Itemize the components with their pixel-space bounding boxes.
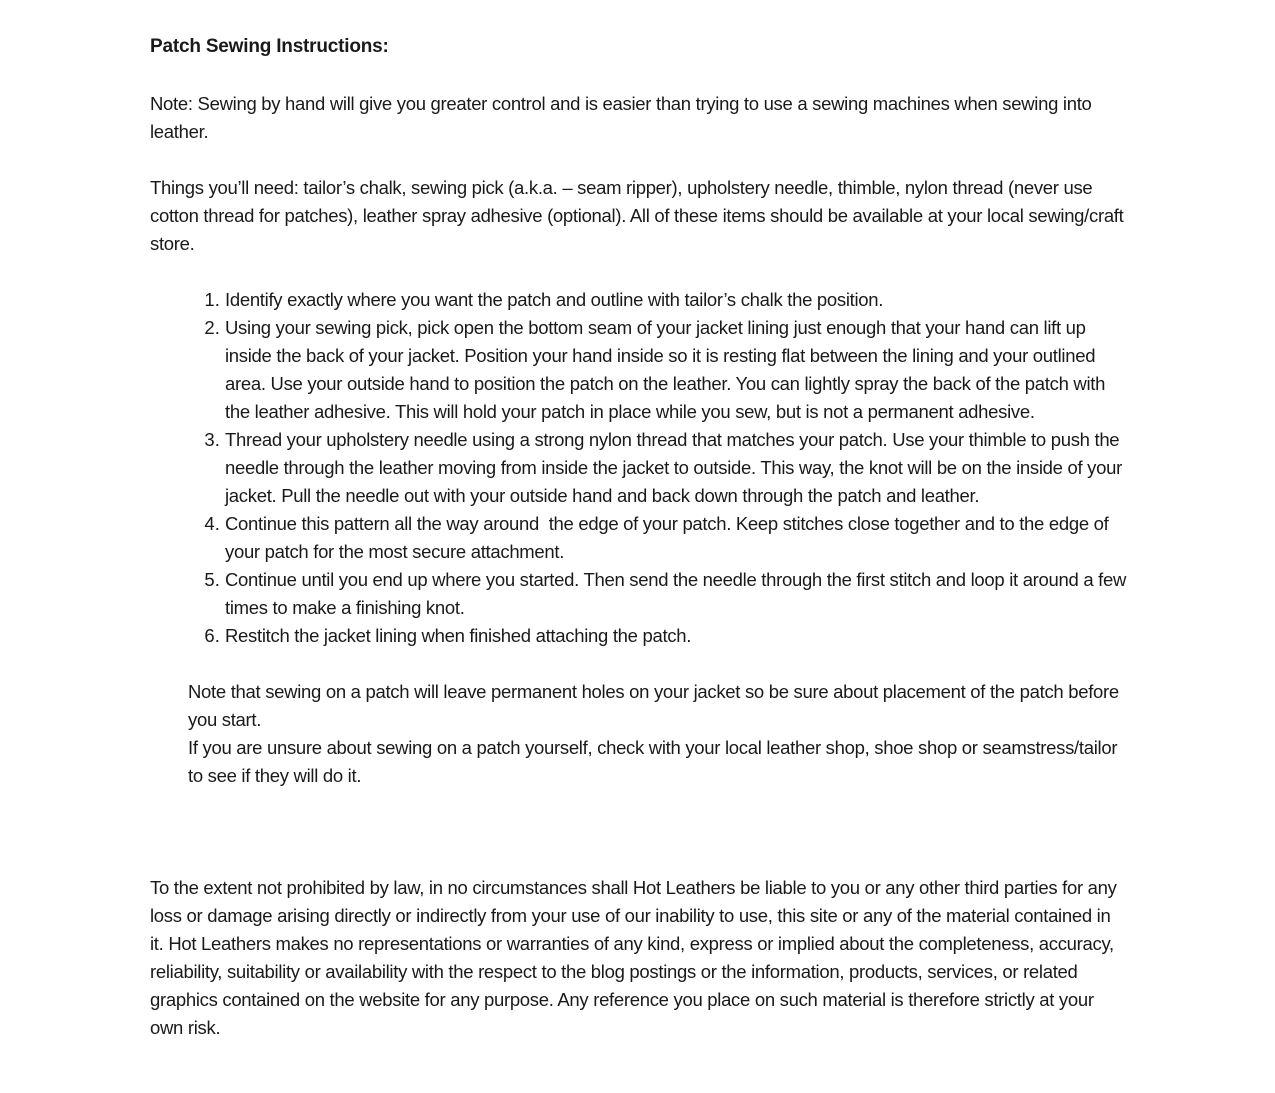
things-needed-paragraph: Things you’ll need: tailor’s chalk, sewing pick (a.k.a. – seam ripper), upholstery needle, thimble, nylon thread (never use cotton thread for patches), leather spray adhesive (optional). All of these items should be available at your local sewing/craft store. (150, 177, 1129, 254)
placement-note-paragraph: Note that sewing on a patch will leave permanent holes on your jacket so be sure about placement of the patch before you start. (188, 681, 1124, 730)
intro-note-paragraph: Note: Sewing by hand will give you greater control and is easier than trying to use a sewing machines when sewing into leather. (150, 93, 1097, 142)
step-item-3: 3. Thread your upholstery needle using a strong nylon thread that matches your patch. Use your thimble to push the needle through the leather moving from inside the jacket to outside. This way, the knot will be on the inside of your jacket. Pull the needle out with your outside hand and back down through the patch and leather. (225, 426, 1127, 510)
step-item-6: 6. Restitch the jacket lining when finished attaching the patch. (225, 622, 1127, 650)
step-item-5: 5. Continue until you end up where you started. Then send the needle through the first stitch and loop it around a few times to make a finishing knot. (225, 566, 1127, 622)
unsure-note-paragraph: If you are unsure about sewing on a patch yourself, check with your local leather shop, shoe shop or seamstress/tailor to see if they will do it. (188, 737, 1123, 786)
legal-disclaimer-paragraph: To the extent not prohibited by law, in no circumstances shall Hot Leathers be liable to you or any other third parties for any loss or damage arising directly or indirectly from your use of our inability to use, this site or any of the material contained in it. Hot Leathers makes no representations or warranties of any kind, express or implied about the completeness, accuracy, reliability, suitability or availability with the respect to the blog postings or the information, products, services, or related graphics contained on the website for any purpose. Any reference you place on such material is therefore strictly at your own risk. (150, 877, 1122, 1038)
step-item-4: 4. Continue this pattern all the way around the edge of your patch. Keep stitches close together and to the edge of your patch for the most secure attachment. (225, 510, 1127, 566)
step-item-2: 2. Using your sewing pick, pick open the bottom seam of your jacket lining just enough that your hand can lift up inside the back of your jacket. Position your hand inside so it is resting flat between the lining and your outlined area. Use your outside hand to position the patch on the leather. You can lightly spray the back of the patch with the leather adhesive. This will hold your patch in place while you sew, but is not a permanent adhesive. (225, 314, 1127, 426)
step-item-1: 1. Identify exactly where you want the patch and outline with tailor’s chalk the position. (225, 286, 1127, 314)
instruction-steps-list (150, 286, 1131, 650)
page-title: Patch Sewing Instructions: (150, 36, 389, 57)
